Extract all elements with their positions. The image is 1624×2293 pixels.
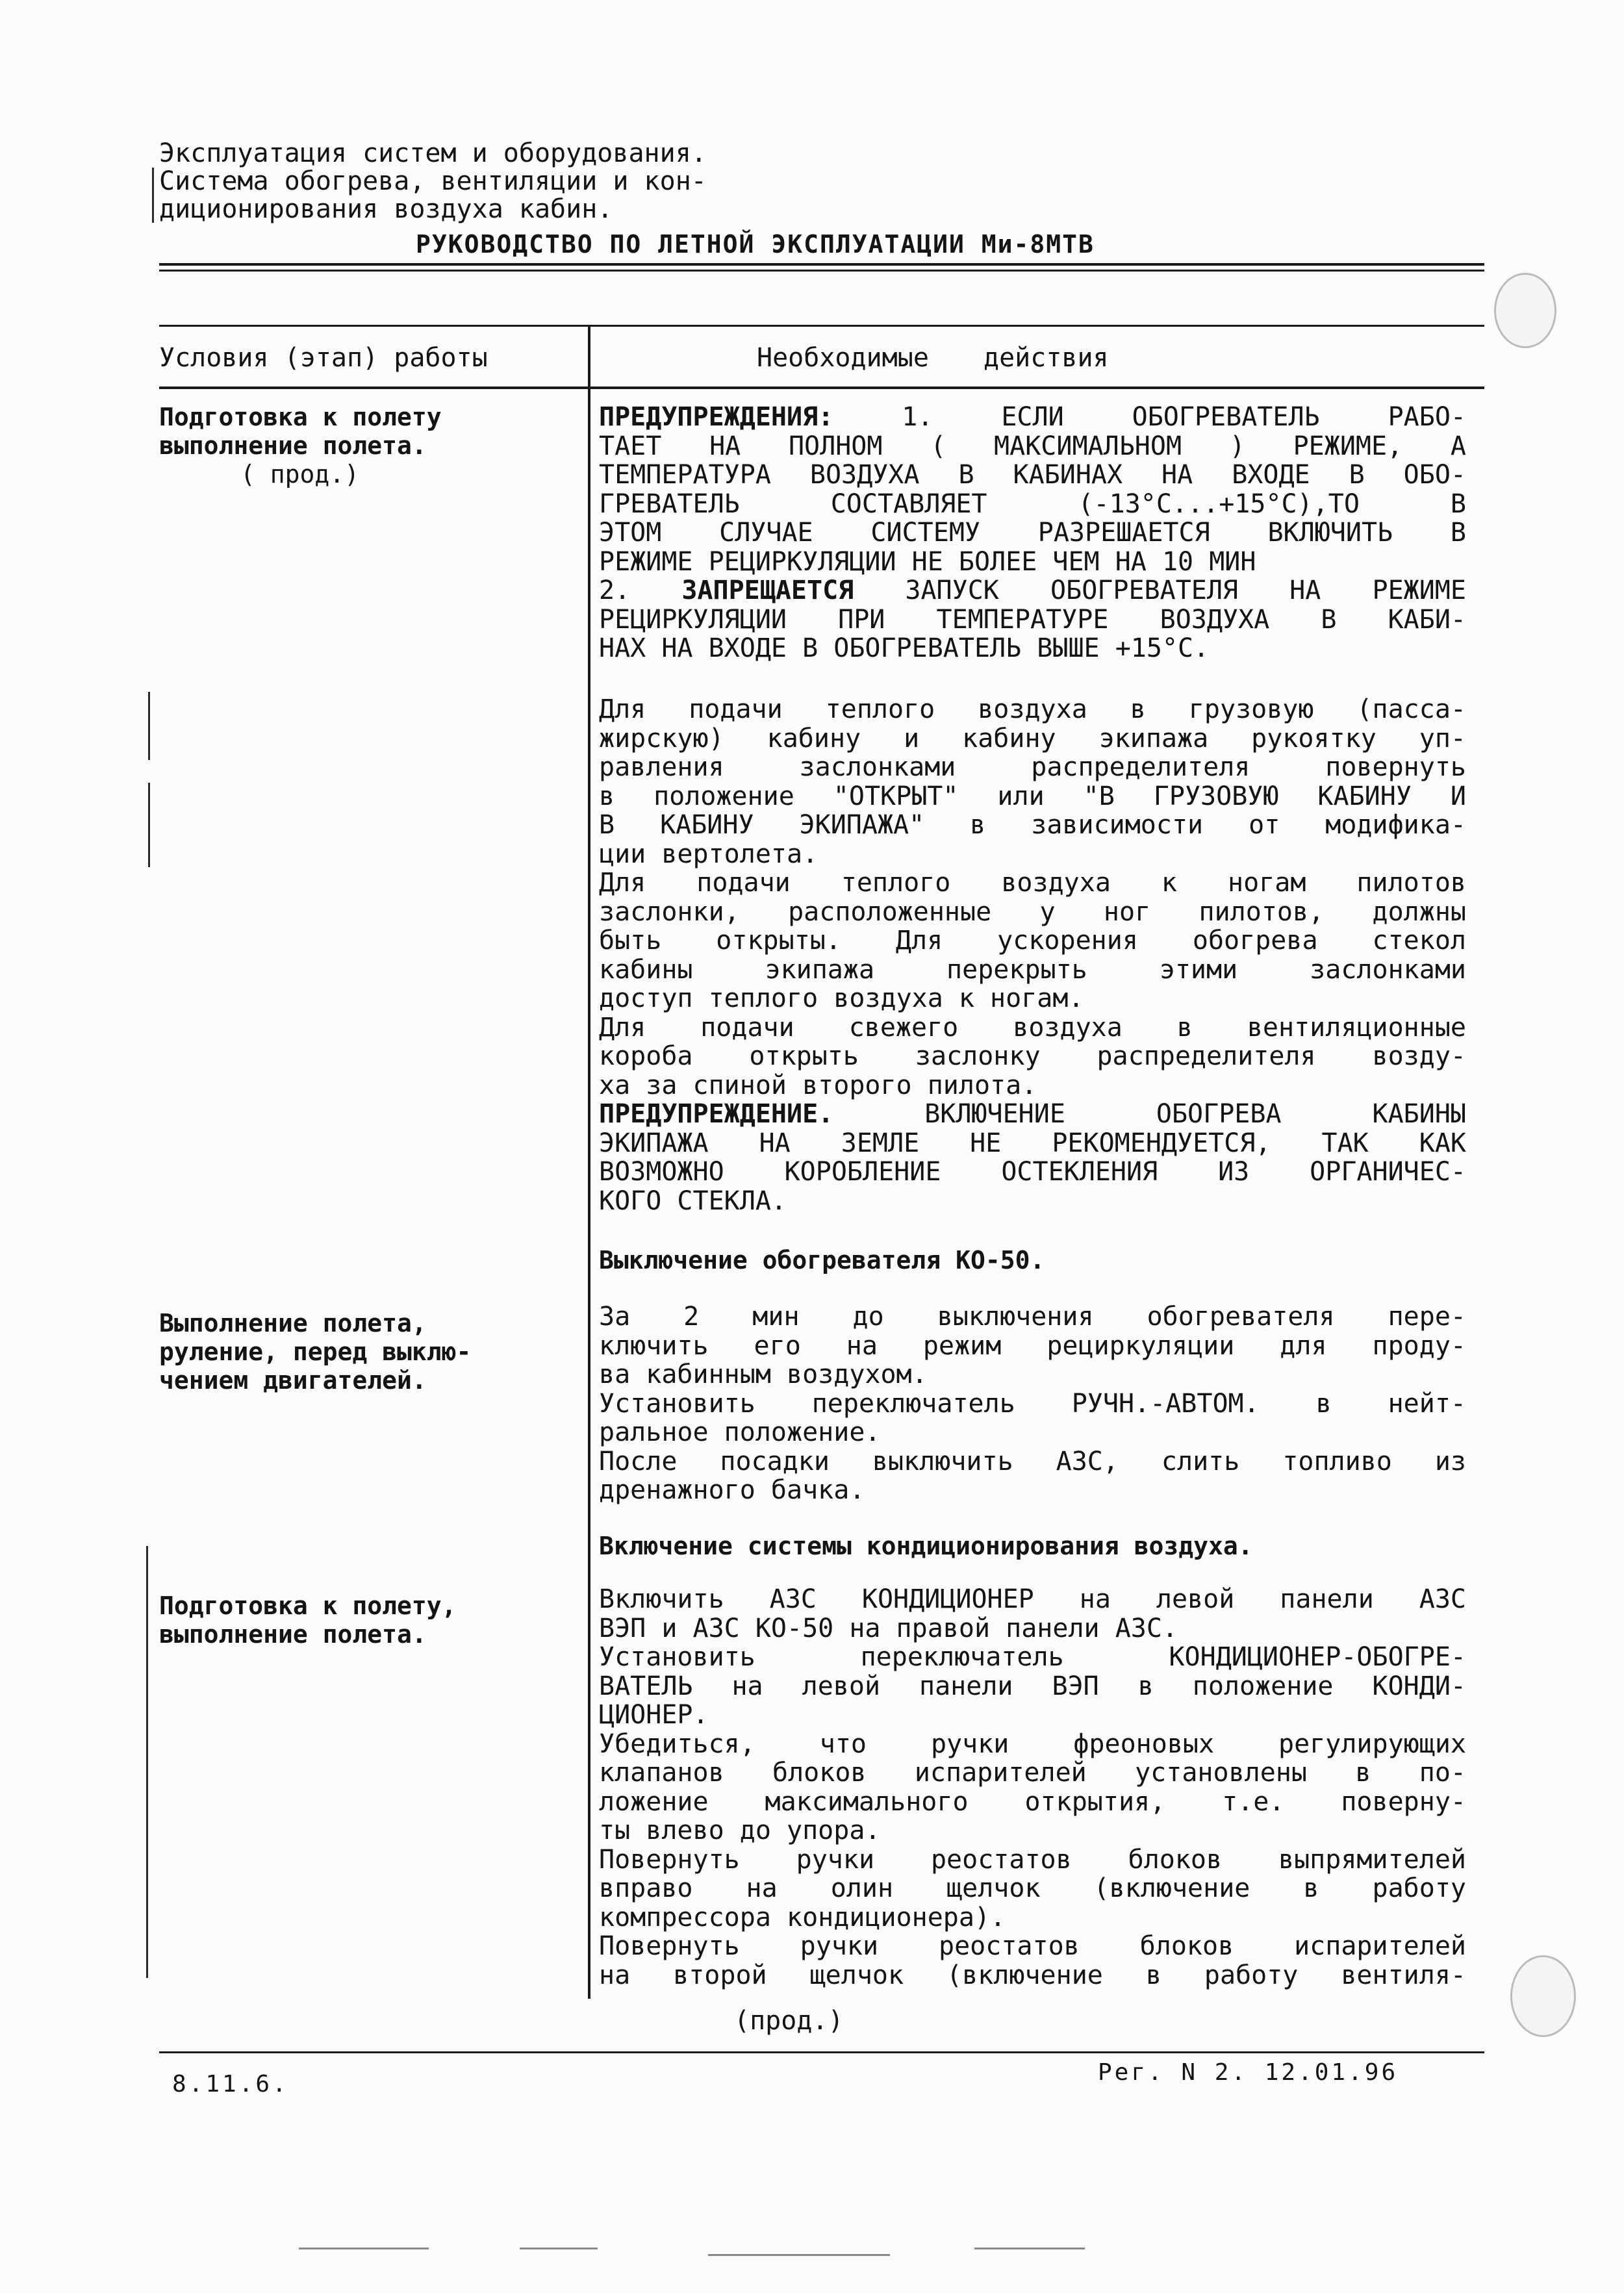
scan-mark xyxy=(708,2254,890,2256)
warning-line: ЭКИПАЖА НА ЗЕМЛЕ НЕ РЕКОМЕНДУЕТСЯ, ТАК КАК xyxy=(599,1128,1466,1158)
header-line-1: Эксплуатация систем и оборудования. xyxy=(159,138,707,168)
warning-line: РЕЦИРКУЛЯЦИИ ПРИ ТЕМПЕРАТУРЕ ВОЗДУХА В КАБИ- xyxy=(599,604,1466,635)
warning-line: ТАЕТ НА ПОЛНОМ ( МАКСИМАЛЬНОМ ) РЕЖИМЕ, А xyxy=(599,431,1466,461)
margin-bar xyxy=(152,168,154,223)
text-line: Повернуть ручки реостатов блоков выпрямителей xyxy=(599,1844,1466,1875)
stage-preparation-flight xyxy=(159,1591,457,1649)
scan-mark xyxy=(299,2248,429,2249)
registration-number: Рег. N 2. 12.01.96 xyxy=(1098,2059,1399,2086)
header-rule-bottom xyxy=(159,270,1484,272)
warning-line: 2. ЗАПРЕЩАЕТСЯ ЗАПУСК ОБОГРЕВАТЕЛЯ НА РЕЖИМЕ xyxy=(599,576,1466,605)
stage-line: ( прод.) xyxy=(240,460,360,488)
text-line: равления заслонками распределителя повернуть xyxy=(599,752,1466,782)
warnings-block xyxy=(599,403,1466,663)
text-line: За 2 мин до выключения обогревателя пере- xyxy=(599,1302,1466,1332)
stage-line: Подготовка к полету, xyxy=(159,1591,457,1620)
warning-line: ПРЕДУПРЕЖДЕНИЕ. ВКЛЮЧЕНИЕ ОБОГРЕВА КАБИНЫ xyxy=(599,1099,1466,1129)
text-line: Включить АЗС КОНДИЦИОНЕР на левой панели АЗС xyxy=(599,1584,1466,1614)
text-line: ВАТЕЛЬ на левой панели ВЭП в положение КОНДИ- xyxy=(599,1671,1466,1701)
text-line: ЦИОНЕР. xyxy=(599,1700,709,1730)
text-line: Для подачи теплого воздуха к ногам пилотов xyxy=(599,868,1466,898)
header-line-2: Система обогрева, вентиляции и кон- xyxy=(159,166,707,196)
warning-line: ЭТОМ СЛУЧАЕ СИСТЕМУ РАЗРЕШАЕТСЯ ВКЛЮЧИТЬ В xyxy=(599,518,1466,548)
text-line: ВЭП и АЗС КО-50 на правой панели АЗС. xyxy=(599,1613,1178,1643)
text-line: короба открыть заслонку распределителя возду- xyxy=(599,1041,1466,1071)
column-header-conditions: Условия (этап) работы xyxy=(159,343,488,373)
stage-flight-taxi xyxy=(159,1309,471,1395)
warning-line: ТЕМПЕРАТУРА ВОЗДУХА В КАБИНАХ НА ВХОДЕ В ОБО- xyxy=(599,460,1466,490)
text-line: клапанов блоков испарителей установлены в по- xyxy=(599,1758,1466,1788)
column-header-actions: Необходимые действия xyxy=(757,343,1109,373)
stage-line: выполнение полета. xyxy=(159,431,427,460)
scan-mark xyxy=(974,2248,1085,2249)
text-line: ральное положение. xyxy=(599,1417,881,1447)
text-line: жирскую) кабину и кабину экипажа рукоятку уп- xyxy=(599,723,1466,754)
document-title: РУКОВОДСТВО ПО ЛЕТНОЙ ЭКСПЛУАТАЦИИ Ми-8МТВ xyxy=(416,230,1095,259)
stage-line: выполнение полета. xyxy=(159,1620,427,1649)
stage-line: руление, перед выклю- xyxy=(159,1337,472,1366)
text-line: вправо на олин щелчок (включение в работу xyxy=(599,1873,1466,1903)
text-line: заслонки, расположенные у ног пилотов, должны xyxy=(599,896,1466,927)
warning-line: ПРЕДУПРЕЖДЕНИЯ: 1. ЕСЛИ ОБОГРЕВАТЕЛЬ РАБО- xyxy=(599,402,1466,432)
margin-bar xyxy=(148,783,150,867)
page-number: 8.11.6. xyxy=(172,2071,289,2097)
table-top-rule xyxy=(159,325,1484,327)
text-line: компрессора кондиционера). xyxy=(599,1902,1006,1932)
header-line-3: диционирования воздуха кабин. xyxy=(159,194,613,224)
conditioning-instructions xyxy=(599,1585,1466,1990)
text-line: ции вертолета. xyxy=(599,839,818,869)
text-line: Для подачи свежего воздуха в вентиляционные xyxy=(599,1012,1466,1043)
text-line: После посадки выключить АЗС, слить топливо из xyxy=(599,1446,1466,1476)
warning-line: НАХ НА ВХОДЕ В ОБОГРЕВАТЕЛЬ ВЫШЕ +15°С. xyxy=(599,633,1210,663)
text-line: ложение максимального открытия, т.е. поверну- xyxy=(599,1786,1466,1817)
margin-bar xyxy=(148,692,150,760)
text-line: быть открыты. Для ускорения обогрева стекол xyxy=(599,926,1466,956)
table-head-rule xyxy=(159,386,1484,389)
text-line: Повернуть ручки реостатов блоков испарителей xyxy=(599,1931,1466,1961)
text-line: Для подачи теплого воздуха в грузовую (пасса- xyxy=(599,694,1466,724)
stage-line: чением двигателей. xyxy=(159,1366,427,1395)
continued-marker: (прод.) xyxy=(734,2006,844,2036)
stage-line: Подготовка к полету xyxy=(159,403,442,431)
warning-line: КОГО СТЕКЛА. xyxy=(599,1185,787,1216)
text-line: доступ теплого воздуха к ногам. xyxy=(599,983,1084,1013)
punch-hole xyxy=(1510,1955,1576,2037)
footer-rule xyxy=(159,2051,1484,2053)
warm-air-instructions xyxy=(599,695,1466,1215)
scan-mark xyxy=(520,2248,598,2249)
header-rule-top xyxy=(159,263,1484,266)
text-line: ты влево до упора. xyxy=(599,1816,881,1845)
stage-preparation-continued xyxy=(159,403,442,488)
text-line: ха за спиной второго пилота. xyxy=(599,1070,1037,1100)
warning-line: ГРЕВАТЕЛЬ СОСТАВЛЯЕТ (-13°С...+15°С),ТО В xyxy=(599,488,1466,519)
heater-off-instructions xyxy=(599,1302,1466,1505)
text-line: Установить переключатель РУЧН.-АВТОМ. в нейт- xyxy=(599,1388,1466,1419)
text-line: Убедиться, что ручки фреоновых регулирующих xyxy=(599,1729,1466,1759)
column-divider xyxy=(588,326,590,1999)
text-line: кабины экипажа перекрыть этими заслонками xyxy=(599,954,1466,985)
section-heading-heater-off: Выключение обогревателя КО-50. xyxy=(599,1246,1045,1274)
warning-line: ВОЗМОЖНО КОРОБЛЕНИЕ ОСТЕКЛЕНИЯ ИЗ ОРГАНИЧЕС- xyxy=(599,1157,1466,1187)
text-line: ключить его на режим рециркуляции для проду- xyxy=(599,1330,1466,1361)
stage-line: Выполнение полета, xyxy=(159,1309,427,1337)
text-line: ва кабинным воздухом. xyxy=(599,1360,928,1389)
margin-bar xyxy=(146,1546,148,1978)
text-line: дренажного бачка. xyxy=(599,1475,865,1505)
text-line: В КАБИНУ ЭКИПАЖА" в зависимости от модифика- xyxy=(599,810,1466,840)
section-heading-conditioning: Включение системы кондиционирования воздуха. xyxy=(599,1532,1253,1560)
warning-line: РЕЖИМЕ РЕЦИРКУЛЯЦИИ НЕ БОЛЕЕ ЧЕМ НА 10 МИН xyxy=(599,546,1256,577)
text-line: Установить переключатель КОНДИЦИОНЕР-ОБОГРЕ- xyxy=(599,1642,1466,1672)
text-line: на второй щелчок (включение в работу вентиля- xyxy=(599,1960,1466,1990)
text-line: в положение "ОТКРЫТ" или "В ГРУЗОВУЮ КАБИНУ И xyxy=(599,781,1466,811)
punch-hole xyxy=(1494,273,1556,348)
